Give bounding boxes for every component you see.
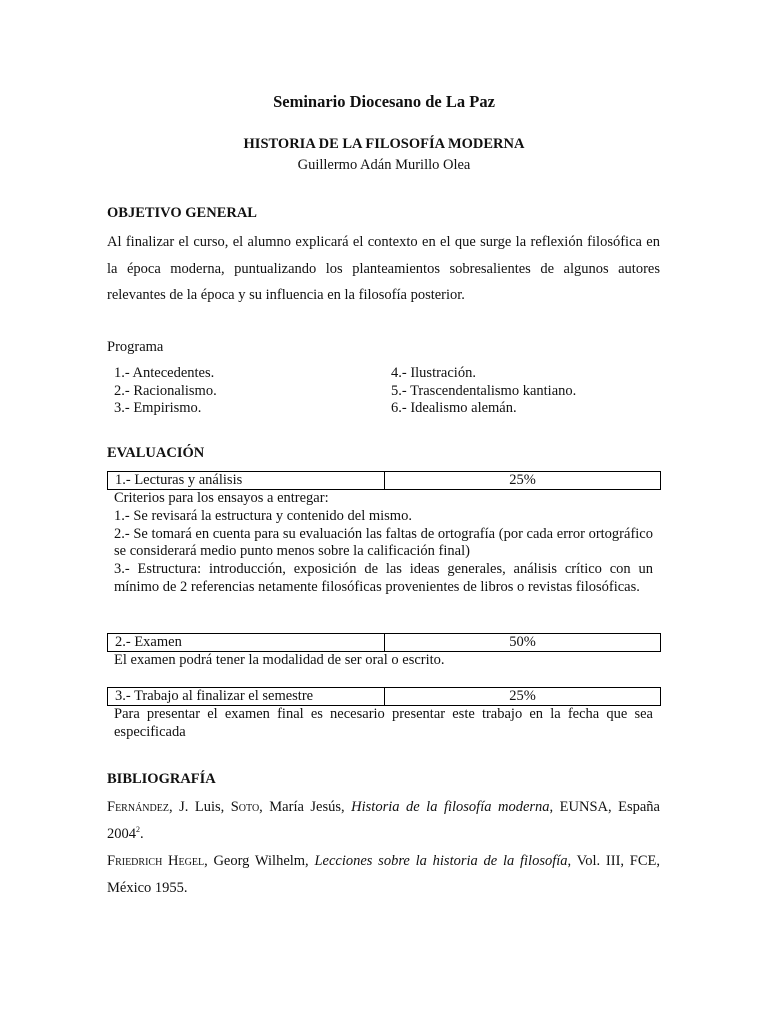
author-given-name: , Georg Wilhelm, [204,853,315,869]
criteria-line: 3.- Estructura: introducción, exposición de las ideas generales, análisis crítico con un mínimo de 2 referencias netamente filosóficas provenientes de libros o revistas filosóficas. [114,561,653,595]
volume: , Vol. III, [567,853,625,869]
book-title: Lecciones sobre la historia de la filosofía [314,853,568,869]
program-item: 2.- Racionalismo. [114,382,217,399]
publisher: FCE, México 1955. [107,853,661,896]
program-list-left [114,365,217,418]
evaluation-notes-readings [114,490,653,597]
bibliography-entry [107,848,660,901]
seminary-name: Seminario Diocesano de La Paz [273,92,495,111]
program-item: 4.- Ilustración. [391,365,476,381]
criteria-line: Criterios para los ensayos a entregar: [114,490,329,506]
evaluation-row-readings [107,471,661,490]
program-item: 1.- Antecedentes. [114,365,215,381]
bibliography-heading: BIBLIOGRAFÍA [107,771,216,787]
evaluation-notes-final-work [114,706,653,742]
evaluation-heading: EVALUACIÓN [107,445,205,461]
bibliography-entry [107,794,660,847]
evaluation-percent: 50% [509,634,536,650]
criteria-line: 2.- Se tomará en cuenta para su evaluación las faltas de ortografía (por cada error ortográfico se considerará medio punto menos sobre la calificación final) [114,525,653,560]
author-surname: Friedrich Hegel [107,853,205,869]
evaluation-label: 1.- Lecturas y análisis [108,472,385,489]
author-surname: Soto [230,799,260,815]
objective-text: Al finalizar el curso, el alumno explicará el contexto en el que surge la reflexión filosófica en la época moderna, puntualizando los planteamientos sobresalientes de algunos autores relevantes de la época y su influencia en la filosofía posterior. [107,234,660,303]
program-heading: Programa [107,339,164,355]
program-item: 3.- Empirismo. [114,400,202,416]
entry-end: . [140,825,144,842]
evaluation-notes-exam [114,652,653,670]
criteria-line: El examen podrá tener la modalidad de ser oral o escrito. [114,652,445,668]
program-item: 5.- Trascendentalismo kantiano. [391,382,577,399]
program-list-right [391,365,576,418]
edition-number: 2 [136,824,140,834]
evaluation-percent: 25% [509,688,536,704]
program-item: 6.- Idealismo alemán. [391,400,517,416]
evaluation-row-exam [107,633,661,652]
teacher-name: Guillermo Adán Murillo Olea [297,157,471,173]
criteria-line: 1.- Se revisará la estructura y contenido del mismo. [114,507,412,524]
evaluation-label: 2.- Examen [108,634,385,651]
criteria-line: Para presentar el examen final es necesario presentar este trabajo en la fecha que sea especificada [114,706,653,740]
evaluation-row-final-work [107,687,661,706]
course-title: HISTORIA DE LA FILOSOFÍA MODERNA [243,136,525,152]
book-title: Historia de la filosofía moderna [351,799,550,815]
objective-heading: OBJETIVO GENERAL [107,205,257,221]
evaluation-percent: 25% [509,472,536,488]
author-surname: Fernández [107,799,169,815]
author-given-name: , María Jesús, [259,799,352,815]
author-given-name: , J. Luis, [168,799,231,815]
publisher: , EUNSA, España 2004 [107,799,660,842]
evaluation-label: 3.- Trabajo al finalizar el semestre [108,688,385,705]
